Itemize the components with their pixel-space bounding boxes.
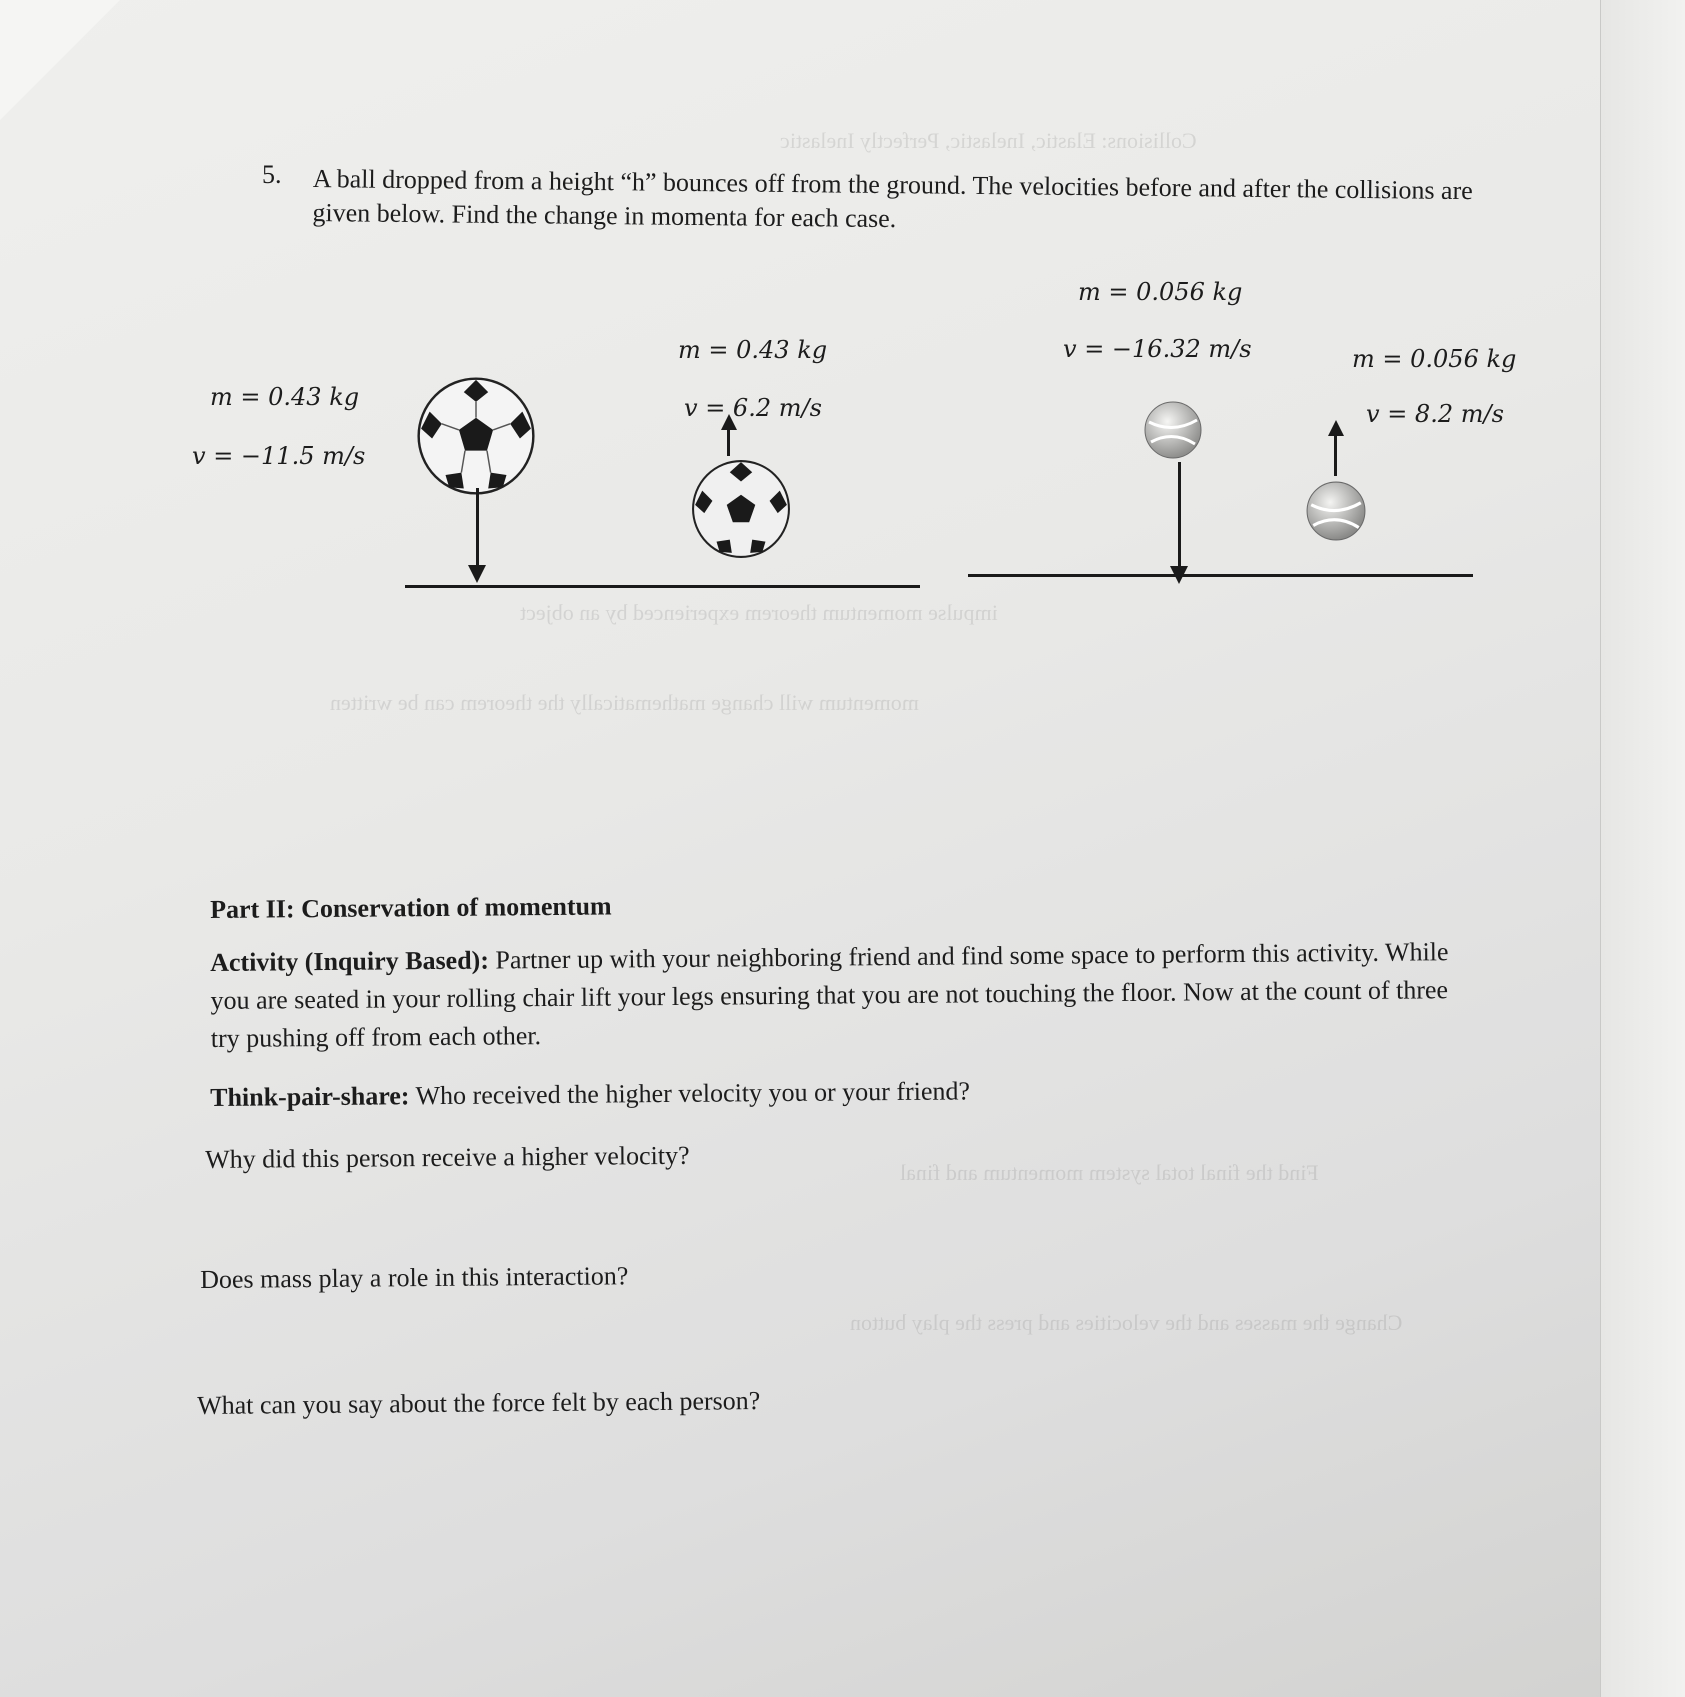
bleed-through-text: momentum will change mathematically the theorem can be written: [330, 690, 919, 715]
question-why: Why did this person receive a higher velocity?: [205, 1140, 690, 1174]
soccer-before-velocity: v = −11.5 m/s: [192, 442, 366, 470]
activity-label: Activity (Inquiry Based):: [210, 945, 490, 977]
tennis-after-velocity: v = 8.2 m/s: [1366, 400, 1504, 428]
tps-text: Who received the higher velocity you or your friend?: [409, 1076, 971, 1111]
soccer-after-velocity: v = 6.2 m/s: [684, 394, 822, 422]
soccer-before-mass: m = 0.43 kg: [210, 383, 360, 411]
tennis-before-mass: m = 0.056 kg: [1078, 278, 1243, 306]
velocity-arrow-up: [727, 428, 730, 456]
velocity-arrow-down: [1178, 462, 1181, 568]
part2-heading: Part II: Conservation of momentum: [210, 891, 612, 924]
bleed-through-text: Find the final total system momentum and final: [900, 1160, 1319, 1185]
tennis-after-mass: m = 0.056 kg: [1352, 345, 1517, 373]
velocity-arrow-down: [476, 488, 479, 566]
tennis-before-velocity: v = −16.32 m/s: [1063, 335, 1252, 363]
activity-text: Partner up with your neighboring friend and find some space to perform this activity. While you are seated in your rolling chair lift your legs ensuring that you are not touching the floor. Now at the count of three try pushing off from each other.: [210, 937, 1449, 1053]
activity-paragraph: [210, 933, 1481, 1058]
page-corner: [0, 0, 120, 120]
question-text: A ball dropped from a height “h” bounces off from the ground. The velocities before and after the collisions are given below. Find the change in momenta for each case.: [312, 163, 1473, 234]
bleed-through-text: Change the masses and the velocities and press the play button: [850, 1310, 1403, 1335]
bleed-through-text: impulse momentum theorem experienced by an object: [520, 600, 998, 625]
ground-line: [405, 585, 920, 588]
bleed-through-text: Collisions: Elastic, Inelastic, Perfectly Inelastic: [780, 128, 1197, 153]
tps-label: Think-pair-share:: [210, 1081, 410, 1112]
arrow-down-head-icon: [468, 565, 486, 583]
ground-line: [968, 574, 1473, 577]
question-force: What can you say about the force felt by each person?: [197, 1386, 761, 1420]
soccer-ball-icon: [690, 458, 792, 560]
tennis-ball-icon: [1143, 400, 1203, 460]
soccer-after-mass: m = 0.43 kg: [678, 336, 828, 364]
soccer-ball-icon: [415, 375, 537, 497]
next-page-edge: [1600, 0, 1685, 1697]
velocity-arrow-up: [1334, 434, 1337, 476]
tennis-ball-icon: [1305, 480, 1367, 542]
question-mass: Does mass play a role in this interaction?: [200, 1261, 629, 1294]
question-number: 5.: [262, 160, 282, 189]
